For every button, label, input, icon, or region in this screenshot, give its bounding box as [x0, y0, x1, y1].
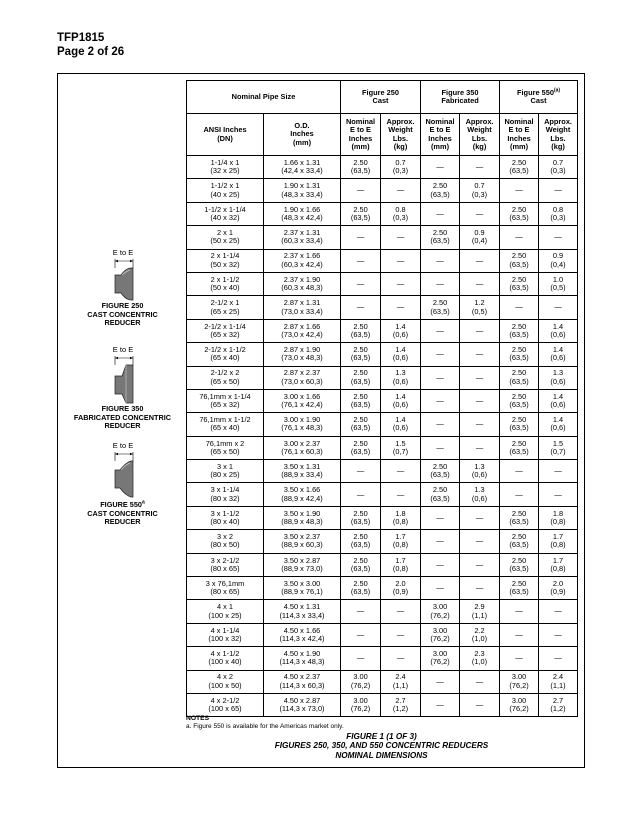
f250-e2e-cell: —	[341, 179, 381, 202]
f550-e2e-cell: 2.50 (63,5)	[500, 156, 539, 179]
f550-weight-cell: —	[539, 296, 578, 319]
f350-weight-cell: 1.2 (0,5)	[460, 296, 500, 319]
f550-weight-cell: —	[539, 647, 578, 670]
od-cell: 3.50 x 1.66 (88,9 x 42,4)	[264, 483, 341, 506]
f250-e2e-cell: 2.50 (63,5)	[341, 156, 381, 179]
f350-weight-cell: —	[460, 389, 500, 412]
note-a: a. Figure 550 is available for the Americas market only.	[186, 722, 344, 730]
od-cell: 2.87 x 1.90 (73,0 x 48,3)	[264, 343, 341, 366]
f550-weight-cell: —	[539, 623, 578, 646]
f550-weight-cell: 1.8 (0,8)	[539, 506, 578, 529]
od-cell: 4.50 x 1.90 (114,3 x 48,3)	[264, 647, 341, 670]
size-cell: 3 x 1-1/4 (80 x 32)	[187, 483, 264, 506]
f350-weight-cell: —	[460, 343, 500, 366]
table-row	[187, 577, 578, 600]
table-row	[187, 460, 578, 483]
figure-350-header: Figure 350 Fabricated	[421, 81, 500, 114]
f250-e2e-header: Nominal E to E Inches (mm)	[341, 114, 381, 156]
f550-e2e-cell: 2.50 (63,5)	[500, 249, 539, 272]
table-row	[187, 389, 578, 412]
f250-weight-cell: —	[381, 623, 421, 646]
od-cell: 1.90 x 1.66 (48,3 x 42,4)	[264, 202, 341, 225]
table-row	[187, 530, 578, 553]
f250-weight-cell: 1.7 (0,8)	[381, 530, 421, 553]
f550-e2e-cell: —	[500, 179, 539, 202]
f250-weight-cell: —	[381, 272, 421, 295]
f550-weight-cell: 0.7 (0,3)	[539, 156, 578, 179]
od-cell: 3.50 x 1.31 (88,9 x 33,4)	[264, 460, 341, 483]
f550-weight-cell: 1.4 (0,6)	[539, 319, 578, 342]
f550-weight-cell: 0.9 (0,4)	[539, 249, 578, 272]
document-header	[57, 31, 124, 59]
f350-e2e-cell: 2.50 (63,5)	[421, 296, 460, 319]
table-row	[187, 647, 578, 670]
f350-weight-cell: 0.7 (0,3)	[460, 179, 500, 202]
table-row	[187, 343, 578, 366]
f350-e2e-cell: 2.50 (63,5)	[421, 226, 460, 249]
f250-e2e-cell: 2.50 (63,5)	[341, 553, 381, 576]
od-cell: 2.37 x 1.90 (60,3 x 48,3)	[264, 272, 341, 295]
size-cell: 2 x 1 (50 x 25)	[187, 226, 264, 249]
f550-weight-cell: 2.4 (1,1)	[539, 670, 578, 693]
size-cell: 1-1/2 x 1-1/4 (40 x 32)	[187, 202, 264, 225]
f350-weight-cell: —	[460, 272, 500, 295]
f350-weight-cell: 0.9 (0,4)	[460, 226, 500, 249]
f250-e2e-cell: —	[341, 272, 381, 295]
notes-heading: NOTES	[186, 715, 210, 722]
od-cell: 3.00 x 1.90 (76,1 x 48,3)	[264, 413, 341, 436]
f550-weight-cell: 2.7 (1,2)	[539, 693, 578, 716]
f350-weight-cell: 2.3 (1,0)	[460, 647, 500, 670]
figure-250-caption: FIGURE 250 CAST CONCENTRIC REDUCER	[87, 301, 158, 328]
f550-weight-cell: 0.8 (0,3)	[539, 202, 578, 225]
f350-weight-cell: —	[460, 202, 500, 225]
f550-e2e-cell: —	[500, 600, 539, 623]
f550-e2e-cell: 2.50 (63,5)	[500, 272, 539, 295]
f250-e2e-cell: 2.50 (63,5)	[341, 577, 381, 600]
size-cell: 2-1/2 x 1-1/4 (65 x 32)	[187, 319, 264, 342]
f250-weight-cell: 1.4 (0,6)	[381, 319, 421, 342]
od-cell: 4.50 x 2.87 (114,3 x 73,0)	[264, 693, 341, 716]
table-row	[187, 436, 578, 459]
f250-weight-cell: —	[381, 296, 421, 319]
f250-e2e-cell: 2.50 (63,5)	[341, 319, 381, 342]
f350-e2e-cell: —	[421, 530, 460, 553]
od-cell: 3.50 x 2.37 (88,9 x 60,3)	[264, 530, 341, 553]
cast-reducer-drawing	[93, 246, 153, 302]
f350-weight-cell: —	[460, 670, 500, 693]
caption-line-1: FIGURE 1 (1 OF 3)	[346, 732, 417, 741]
f350-weight-cell: —	[460, 413, 500, 436]
f550-e2e-cell: —	[500, 623, 539, 646]
size-cell: 2-1/2 x 1 (65 x 25)	[187, 296, 264, 319]
f350-e2e-cell: —	[421, 319, 460, 342]
figure-350-caption: FIGURE 350 FABRICATED CONCENTRIC REDUCER	[73, 404, 172, 431]
f250-weight-cell: —	[381, 600, 421, 623]
od-cell: 2.37 x 1.31 (60,3 x 33,4)	[264, 226, 341, 249]
f350-weight-cell: —	[460, 693, 500, 716]
f550-weight-cell: 1.5 (0,7)	[539, 436, 578, 459]
figure-caption	[186, 732, 577, 760]
f250-e2e-cell: 2.50 (63,5)	[341, 366, 381, 389]
f250-e2e-cell: —	[341, 226, 381, 249]
od-cell: 2.87 x 2.37 (73,0 x 60,3)	[264, 366, 341, 389]
f250-weight-cell: —	[381, 249, 421, 272]
size-cell: 76,1mm x 1-1/4 (65 x 32)	[187, 389, 264, 412]
f250-e2e-cell: 2.50 (63,5)	[341, 530, 381, 553]
f250-e2e-cell: —	[341, 483, 381, 506]
size-cell: 3 x 76,1mm (80 x 65)	[187, 577, 264, 600]
e-to-e-label: E to E	[112, 345, 133, 354]
od-cell: 4.50 x 1.31 (114,3 x 33,4)	[264, 600, 341, 623]
f250-weight-cell: 0.8 (0,3)	[381, 202, 421, 225]
f550-e2e-cell: 2.50 (63,5)	[500, 389, 539, 412]
f350-e2e-cell: —	[421, 343, 460, 366]
f350-e2e-cell: 2.50 (63,5)	[421, 460, 460, 483]
f250-weight-cell: 2.0 (0,9)	[381, 577, 421, 600]
f550-weight-cell: 2.0 (0,9)	[539, 577, 578, 600]
f350-weight-cell: —	[460, 249, 500, 272]
f250-weight-cell: 1.7 (0,8)	[381, 553, 421, 576]
size-cell: 1-1/2 x 1 (40 x 25)	[187, 179, 264, 202]
table-row	[187, 366, 578, 389]
f250-e2e-cell: 3.00 (76,2)	[341, 670, 381, 693]
f550-e2e-cell: 2.50 (63,5)	[500, 530, 539, 553]
f350-e2e-cell: —	[421, 202, 460, 225]
caption-line-3: NOMINAL DIMENSIONS	[335, 750, 428, 760]
f550-e2e-cell: —	[500, 647, 539, 670]
size-cell: 4 x 2-1/2 (100 x 65)	[187, 693, 264, 716]
f350-e2e-header: Nominal E to E Inches (mm)	[421, 114, 460, 156]
table-row	[187, 296, 578, 319]
caption-line-2: FIGURES 250, 350, AND 550 CONCENTRIC REDUCERS	[274, 741, 489, 751]
size-cell: 4 x 2 (100 x 50)	[187, 670, 264, 693]
od-cell: 2.37 x 1.66 (60,3 x 42,4)	[264, 249, 341, 272]
f350-weight-cell: —	[460, 366, 500, 389]
f250-weight-cell: —	[381, 483, 421, 506]
size-cell: 2 x 1-1/2 (50 x 40)	[187, 272, 264, 295]
table-row	[187, 156, 578, 179]
f250-e2e-cell: —	[341, 647, 381, 670]
table-subheader-row	[187, 114, 578, 156]
f550-e2e-cell: —	[500, 483, 539, 506]
size-cell: 2 x 1-1/4 (50 x 32)	[187, 249, 264, 272]
f350-weight-cell: —	[460, 319, 500, 342]
f250-weight-cell: 1.5 (0,7)	[381, 436, 421, 459]
f550-e2e-cell: 2.50 (63,5)	[500, 506, 539, 529]
table-row	[187, 623, 578, 646]
f250-weight-cell: 1.8 (0,8)	[381, 506, 421, 529]
od-cell: 3.00 x 1.66 (76,1 x 42,4)	[264, 389, 341, 412]
ansi-column-header: ANSI Inches (DN)	[187, 114, 264, 156]
size-cell: 4 x 1 (100 x 25)	[187, 600, 264, 623]
table-row	[187, 600, 578, 623]
f550-weight-cell: 1.7 (0,8)	[539, 553, 578, 576]
f550-e2e-cell: 2.50 (63,5)	[500, 343, 539, 366]
f250-e2e-cell: 2.50 (63,5)	[341, 506, 381, 529]
f550-weight-cell: —	[539, 600, 578, 623]
od-cell: 2.87 x 1.66 (73,0 x 42,4)	[264, 319, 341, 342]
f250-weight-cell: 2.7 (1,2)	[381, 693, 421, 716]
figure-250-illustration	[58, 246, 187, 328]
od-cell: 3.50 x 3.00 (88,9 x 76,1)	[264, 577, 341, 600]
f350-e2e-cell: —	[421, 413, 460, 436]
f350-e2e-cell: —	[421, 670, 460, 693]
f350-e2e-cell: —	[421, 389, 460, 412]
f350-e2e-cell: 2.50 (63,5)	[421, 179, 460, 202]
f250-e2e-cell: 2.50 (63,5)	[341, 413, 381, 436]
f550-e2e-cell: —	[500, 226, 539, 249]
table-row	[187, 553, 578, 576]
fabricated-reducer-drawing	[93, 343, 153, 405]
f550-e2e-cell: 3.00 (76,2)	[500, 693, 539, 716]
f550-e2e-cell: 3.00 (76,2)	[500, 670, 539, 693]
size-cell: 4 x 1-1/4 (100 x 32)	[187, 623, 264, 646]
f550-weight-header: Approx. Weight Lbs. (kg)	[539, 114, 578, 156]
f350-e2e-cell: 3.00 (76,2)	[421, 600, 460, 623]
od-cell: 1.90 x 1.31 (48,3 x 33,4)	[264, 179, 341, 202]
size-cell: 2-1/2 x 2 (65 x 50)	[187, 366, 264, 389]
od-cell: 2.87 x 1.31 (73,0 x 33,4)	[264, 296, 341, 319]
f350-weight-cell: —	[460, 506, 500, 529]
f350-e2e-cell: —	[421, 693, 460, 716]
cast-reducer-550-drawing	[93, 439, 153, 501]
table-row	[187, 693, 578, 716]
od-cell: 3.50 x 2.87 (88,9 x 73,0)	[264, 553, 341, 576]
size-cell: 1-1/4 x 1 (32 x 25)	[187, 156, 264, 179]
table-header-row	[187, 81, 578, 114]
f250-weight-cell: —	[381, 226, 421, 249]
f250-weight-cell: 1.4 (0,6)	[381, 389, 421, 412]
f550-weight-cell: 1.3 (0,6)	[539, 366, 578, 389]
f350-e2e-cell: —	[421, 156, 460, 179]
f350-e2e-cell: —	[421, 249, 460, 272]
table-row	[187, 249, 578, 272]
f350-weight-cell: 1.3 (0,6)	[460, 483, 500, 506]
f350-e2e-cell: —	[421, 272, 460, 295]
document-id: TFP1815	[57, 32, 105, 44]
f550-e2e-cell: 2.50 (63,5)	[500, 577, 539, 600]
od-cell: 3.00 x 2.37 (76,1 x 60,3)	[264, 436, 341, 459]
f250-weight-cell: 2.4 (1,1)	[381, 670, 421, 693]
table-body	[187, 156, 578, 717]
table-row	[187, 413, 578, 436]
f250-e2e-cell: 3.00 (76,2)	[341, 693, 381, 716]
size-cell: 4 x 1-1/2 (100 x 40)	[187, 647, 264, 670]
f350-weight-cell: —	[460, 553, 500, 576]
f550-e2e-cell: —	[500, 460, 539, 483]
od-column-header: O.D. Inches (mm)	[264, 114, 341, 156]
f550-e2e-header: Nominal E to E Inches (mm)	[500, 114, 539, 156]
f350-e2e-cell: 3.00 (76,2)	[421, 623, 460, 646]
size-cell: 3 x 1 (80 x 25)	[187, 460, 264, 483]
notes	[186, 715, 344, 730]
size-cell: 76,1mm x 1-1/2 (65 x 40)	[187, 413, 264, 436]
f350-e2e-cell: —	[421, 506, 460, 529]
f350-e2e-cell: —	[421, 366, 460, 389]
f550-weight-cell: 1.4 (0,6)	[539, 343, 578, 366]
size-cell: 3 x 1-1/2 (80 x 40)	[187, 506, 264, 529]
table-row	[187, 670, 578, 693]
table-row	[187, 272, 578, 295]
f250-weight-cell: —	[381, 179, 421, 202]
f350-e2e-cell: —	[421, 553, 460, 576]
table-row	[187, 319, 578, 342]
f250-weight-header: Approx. Weight Lbs. (kg)	[381, 114, 421, 156]
figure-250-header: Figure 250 Cast	[341, 81, 421, 114]
size-cell: 76,1mm x 2 (65 x 50)	[187, 436, 264, 459]
f550-e2e-cell: 2.50 (63,5)	[500, 413, 539, 436]
f550-e2e-cell: 2.50 (63,5)	[500, 436, 539, 459]
f550-weight-cell: 1.0 (0,5)	[539, 272, 578, 295]
f250-e2e-cell: 2.50 (63,5)	[341, 436, 381, 459]
f550-weight-cell: 1.4 (0,6)	[539, 413, 578, 436]
note-marker: a	[142, 499, 145, 506]
od-cell: 4.50 x 2.37 (114,3 x 60,3)	[264, 670, 341, 693]
f350-weight-cell: 2.9 (1,1)	[460, 600, 500, 623]
f350-weight-cell: —	[460, 156, 500, 179]
f350-e2e-cell: 2.50 (63,5)	[421, 483, 460, 506]
f250-e2e-cell: 2.50 (63,5)	[341, 343, 381, 366]
f350-e2e-cell: 3.00 (76,2)	[421, 647, 460, 670]
table-row	[187, 202, 578, 225]
dimensions-table	[186, 80, 578, 717]
f350-weight-cell: —	[460, 530, 500, 553]
f550-e2e-cell: 2.50 (63,5)	[500, 319, 539, 342]
f350-weight-header: Approx. Weight Lbs. (kg)	[460, 114, 500, 156]
nominal-pipe-size-header: Nominal Pipe Size	[187, 81, 341, 114]
od-cell: 3.50 x 1.90 (88,9 x 48,3)	[264, 506, 341, 529]
od-cell: 1.66 x 1.31 (42,4 x 33,4)	[264, 156, 341, 179]
figure-550-illustration	[58, 439, 187, 527]
page-number: Page 2 of 26	[57, 46, 125, 58]
f550-weight-cell: 1.4 (0,6)	[539, 389, 578, 412]
f550-e2e-cell: 2.50 (63,5)	[500, 202, 539, 225]
f250-e2e-cell: —	[341, 623, 381, 646]
table-row	[187, 483, 578, 506]
figure-550-caption: FIGURE 550$^a$ CAST CONCENTRIC REDUCER	[87, 499, 158, 527]
f250-weight-cell: —	[381, 647, 421, 670]
f550-weight-cell: —	[539, 179, 578, 202]
od-cell: 4.50 x 1.66 (114,3 x 42,4)	[264, 623, 341, 646]
table-row	[187, 506, 578, 529]
f550-e2e-cell: —	[500, 296, 539, 319]
figure-350-illustration	[58, 343, 187, 431]
f350-weight-cell: 1.3 (0,6)	[460, 460, 500, 483]
f550-weight-cell: —	[539, 483, 578, 506]
f250-weight-cell: —	[381, 460, 421, 483]
size-cell: 3 x 2-1/2 (80 x 65)	[187, 553, 264, 576]
table-row	[187, 226, 578, 249]
e-to-e-label: E to E	[112, 248, 133, 257]
f250-e2e-cell: 2.50 (63,5)	[341, 202, 381, 225]
f350-weight-cell: —	[460, 577, 500, 600]
f350-e2e-cell: —	[421, 436, 460, 459]
f550-e2e-cell: 2.50 (63,5)	[500, 553, 539, 576]
f350-weight-cell: —	[460, 436, 500, 459]
f250-weight-cell: 1.4 (0,6)	[381, 343, 421, 366]
f250-e2e-cell: —	[341, 460, 381, 483]
table-row	[187, 179, 578, 202]
f350-weight-cell: 2.2 (1,0)	[460, 623, 500, 646]
f550-weight-cell: —	[539, 226, 578, 249]
f250-e2e-cell: —	[341, 296, 381, 319]
f550-e2e-cell: 2.50 (63,5)	[500, 366, 539, 389]
figure-frame	[57, 73, 585, 768]
figure-550-header: Figure 550$^{(a)}$ Cast	[500, 81, 578, 114]
f550-weight-cell: —	[539, 460, 578, 483]
f250-e2e-cell: —	[341, 600, 381, 623]
f250-e2e-cell: 2.50 (63,5)	[341, 389, 381, 412]
f250-weight-cell: 0.7 (0,3)	[381, 156, 421, 179]
size-cell: 2-1/2 x 1-1/2 (65 x 40)	[187, 343, 264, 366]
f250-e2e-cell: —	[341, 249, 381, 272]
f250-weight-cell: 1.3 (0,6)	[381, 366, 421, 389]
f250-weight-cell: 1.4 (0,6)	[381, 413, 421, 436]
f350-e2e-cell: —	[421, 577, 460, 600]
size-cell: 3 x 2 (80 x 50)	[187, 530, 264, 553]
e-to-e-label: E to E	[112, 441, 133, 450]
f550-weight-cell: 1.7 (0,8)	[539, 530, 578, 553]
